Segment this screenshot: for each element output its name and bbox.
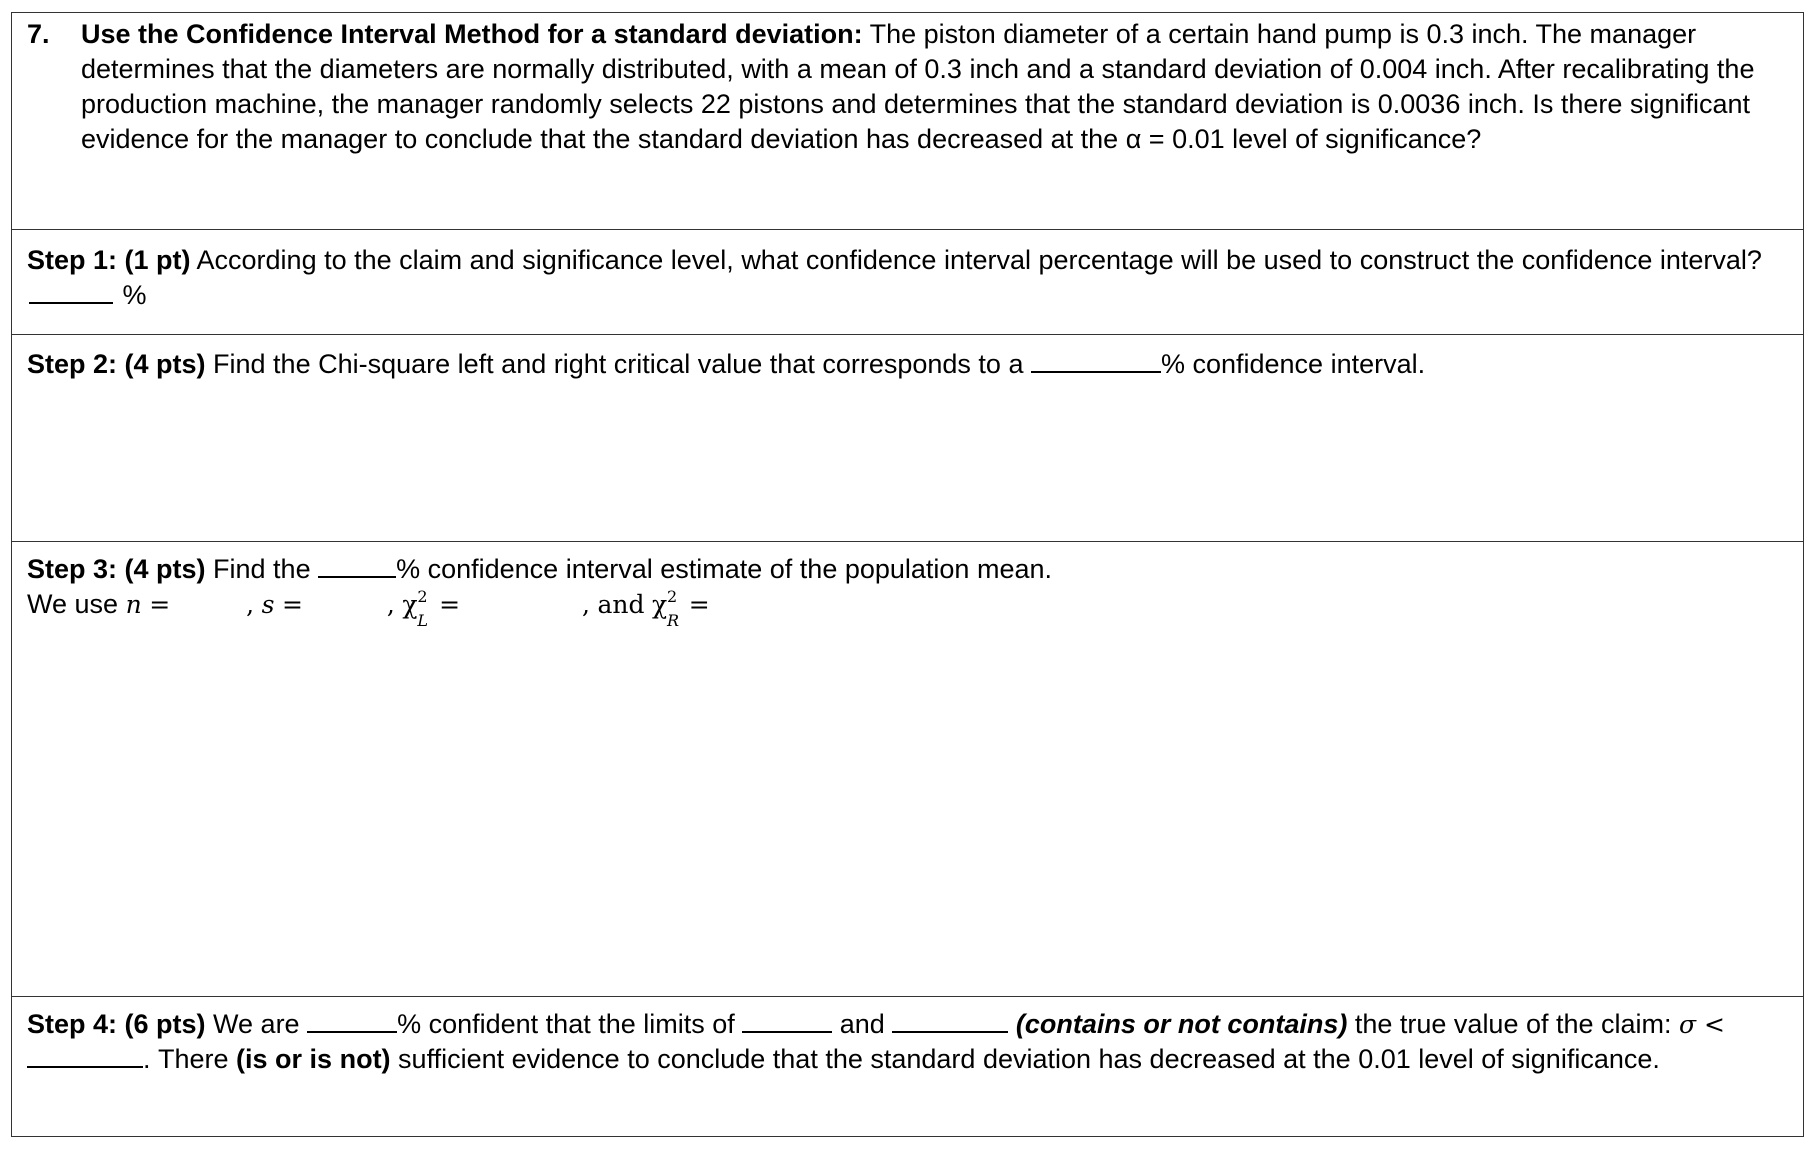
question-number: 7. [27, 19, 50, 49]
question-text [81, 17, 1785, 157]
step4-claim-blank[interactable] [27, 1042, 143, 1068]
step4-text-6: . There [143, 1044, 237, 1074]
step4-text-3: and [832, 1009, 893, 1039]
n-equals: = [149, 590, 171, 619]
s-symbol: s [261, 590, 275, 619]
step3-label: Step 3: (4 pts) [27, 554, 206, 584]
step4-text-1: We are [205, 1009, 308, 1039]
step4-contains-choice: (contains or not contains) [1015, 1009, 1348, 1039]
step3-block [27, 552, 1781, 630]
step4-text-2: % confident that the limits of [397, 1009, 743, 1039]
step2-block [27, 347, 1781, 382]
n-symbol: n [125, 590, 142, 619]
step4-label: Step 4: (6 pts) [27, 1009, 206, 1039]
step1-label: Step 1: (1 pt) [27, 245, 191, 275]
s-equals: = [281, 590, 303, 619]
step1-text: According to the claim and significance level, what confidence interval percentage will be used to construct the confidence interval? [190, 245, 1762, 275]
step4-is-choice: (is or is not) [236, 1044, 391, 1074]
step2-label: Step 2: (4 pts) [27, 349, 206, 379]
step2-row [12, 334, 1803, 541]
chi-left-equals: = [439, 590, 461, 619]
step3-suffix: % confidence interval estimate of the population mean. [396, 554, 1052, 584]
step2-text: Find the Chi-square left and right critical value that corresponds to a [205, 349, 1031, 379]
step3-we-use: We use [27, 589, 126, 619]
step3-row [12, 541, 1803, 996]
chi-left-comma: , [582, 590, 590, 619]
step2-percent-blank[interactable] [1031, 347, 1161, 373]
chi-left-symbol: χ 2 L [402, 587, 429, 630]
step4-row [12, 996, 1803, 1138]
step3-percent-blank[interactable] [318, 552, 396, 578]
step4-text-5: the true value of the claim: [1347, 1009, 1680, 1039]
step1-block [27, 243, 1781, 313]
question-row [12, 13, 1803, 229]
step3-variables-line [27, 587, 1781, 630]
worksheet-table [11, 12, 1804, 1137]
question-title: Use the Confidence Interval Method for a standard deviation: [81, 19, 863, 49]
chi-right-symbol: χ 2 R [652, 587, 680, 630]
question-body: The piston diameter of a certain hand pump is 0.3 inch. The manager determines that the diameters are normally distributed, with a mean of 0.3 inch and a standard deviation of 0.004 inch. After recalibrating the production machine, the manager randomly selects 22 pistons and determines that the standard deviation is 0.0036 inch. Is there significant evidence for the manager to conclude that the standard deviation has decreased at the α = 0.01 level of significance? [81, 19, 1755, 154]
chi-right-equals: = [688, 590, 710, 619]
question-block [27, 17, 1785, 157]
s-comma: , [386, 590, 395, 619]
step1-suffix: % [122, 280, 147, 310]
step4-percent-blank[interactable] [307, 1007, 397, 1033]
step1-row [12, 229, 1803, 334]
step4-upper-limit-blank[interactable] [892, 1007, 1008, 1033]
sigma-less-than: σ < [1679, 1010, 1726, 1039]
step3-text: Find the [205, 554, 319, 584]
n-comma: , [246, 590, 255, 619]
step4-lower-limit-blank[interactable] [742, 1007, 832, 1033]
and-word: and [597, 590, 645, 619]
step4-block [27, 1007, 1781, 1077]
step4-text-8: sufficient evidence to conclude that the standard deviation has decreased at the 0.01 level of significance. [390, 1044, 1660, 1074]
step2-suffix: % confidence interval. [1160, 349, 1426, 379]
step1-percent-blank[interactable] [29, 278, 113, 304]
